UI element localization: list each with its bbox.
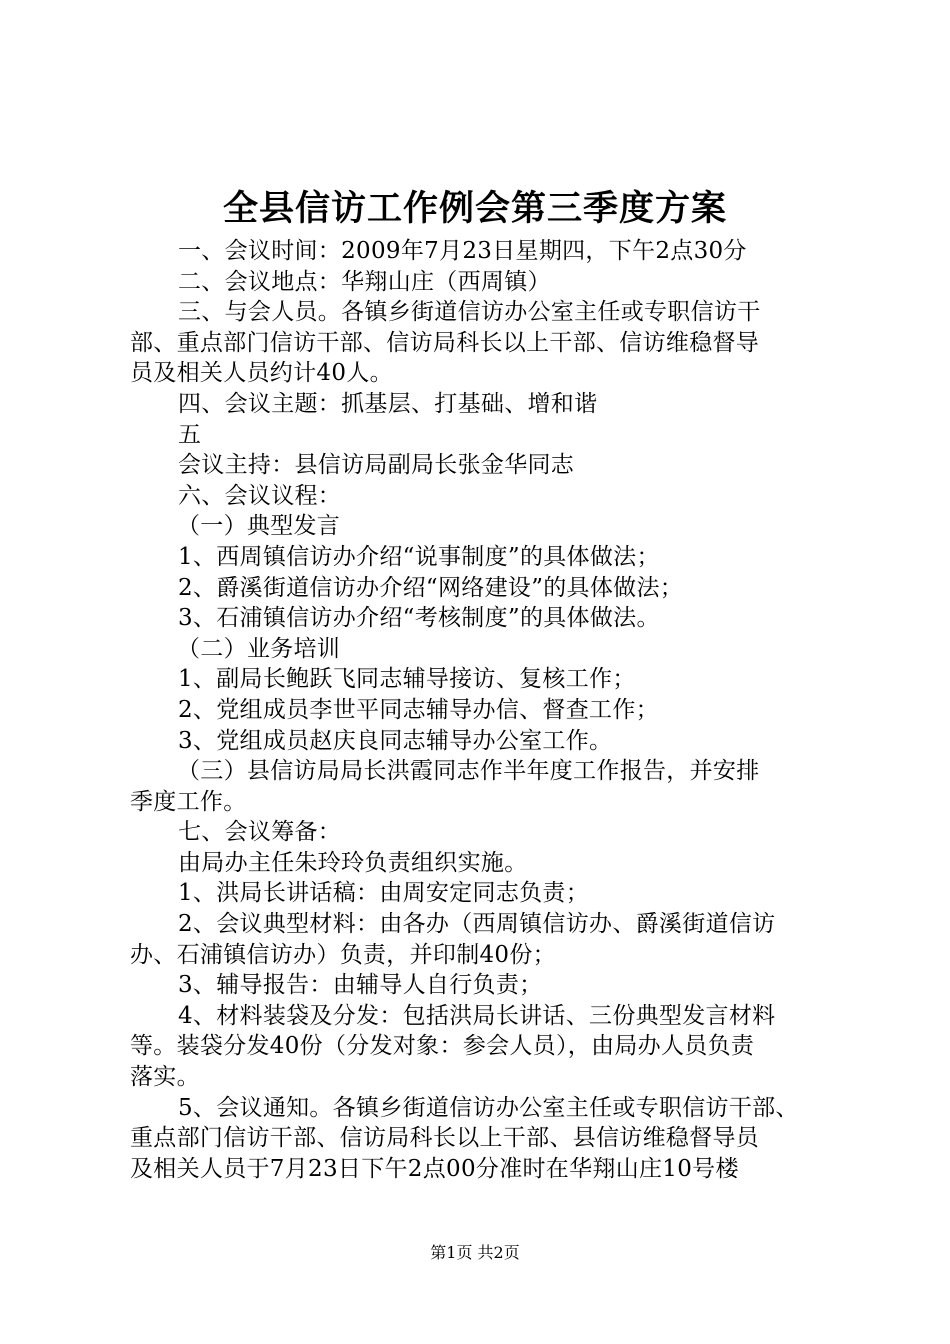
text-line: 4、材料装袋及分发：包括洪局长讲话、三份典型发言材料 <box>178 1002 776 1029</box>
text-line: （二）业务培训 <box>177 635 341 662</box>
text-line: 1、副局长鲍跃飞同志辅导接访、复核工作； <box>178 666 636 693</box>
text-line: 等。装袋分发40份（分发对象：参会人员），由局办人员负责 <box>130 1033 755 1060</box>
text-line: 员及相关人员约计40人。 <box>130 360 393 387</box>
text-line: 二、会议地点：华翔山庄（西周镇） <box>178 268 551 295</box>
page-number: 第1页 共2页 <box>430 1243 520 1262</box>
text-line: （三）县信访局局长洪霞同志作半年度工作报告，并安排 <box>177 758 760 785</box>
page-title: 全县信访工作例会第三季度方案 <box>222 188 727 229</box>
text-line: 3、辅导报告：由辅导人自行负责； <box>178 972 543 999</box>
text-line: 七、会议筹备： <box>178 819 342 846</box>
text-line: 六、会议议程： <box>178 482 342 509</box>
text-line: 会议主持：县信访局副局长张金华同志 <box>178 452 575 479</box>
text-line: 三、与会人员。各镇乡街道信访办公室主任或专职信访干 <box>178 299 761 326</box>
document-body <box>130 236 830 1184</box>
text-line: 3、党组成员赵庆良同志辅导办公室工作。 <box>178 727 613 754</box>
text-line: 落实。 <box>130 1064 200 1091</box>
text-line: 由局办主任朱玲玲负责组织实施。 <box>178 849 528 876</box>
text-line: 五 <box>178 421 202 448</box>
text-line: 一、会议时间：2009年7月23日星期四，下午2点30分 <box>178 238 747 264</box>
text-line: 1、西周镇信访办介绍“说事制度”的具体做法； <box>178 543 660 570</box>
text-line: 2、会议典型材料：由各办（西周镇信访办、爵溪街道信访 <box>178 911 776 938</box>
text-line: 5、会议通知。各镇乡街道信访办公室主任或专职信访干部、 <box>178 1094 799 1121</box>
text-line: 3、石浦镇信访办介绍“考核制度”的具体做法。 <box>178 605 660 632</box>
text-line: 2、爵溪街道信访办介绍“网络建设”的具体做法； <box>178 574 684 601</box>
text-line: 季度工作。 <box>130 788 247 815</box>
text-line: 办、石浦镇信访办）负责，并印制40份； <box>130 941 556 968</box>
text-line: （一）典型发言 <box>177 513 341 540</box>
text-line: 及相关人员于7月23日下午2点00分准时在华翔山庄10号楼 <box>130 1155 739 1182</box>
text-line: 2、党组成员李世平同志辅导办信、督查工作； <box>178 696 659 723</box>
text-line: 重点部门信访干部、信访局科长以上干部、县信访维稳督导员 <box>130 1125 760 1152</box>
text-line: 部、重点部门信访干部、信访局科长以上干部、信访维稳督导 <box>130 329 760 356</box>
text-line: 四、会议主题：抓基层、打基础、增和谐 <box>178 390 598 417</box>
text-line: 1、洪局长讲话稿：由周安定同志负责； <box>178 880 590 907</box>
